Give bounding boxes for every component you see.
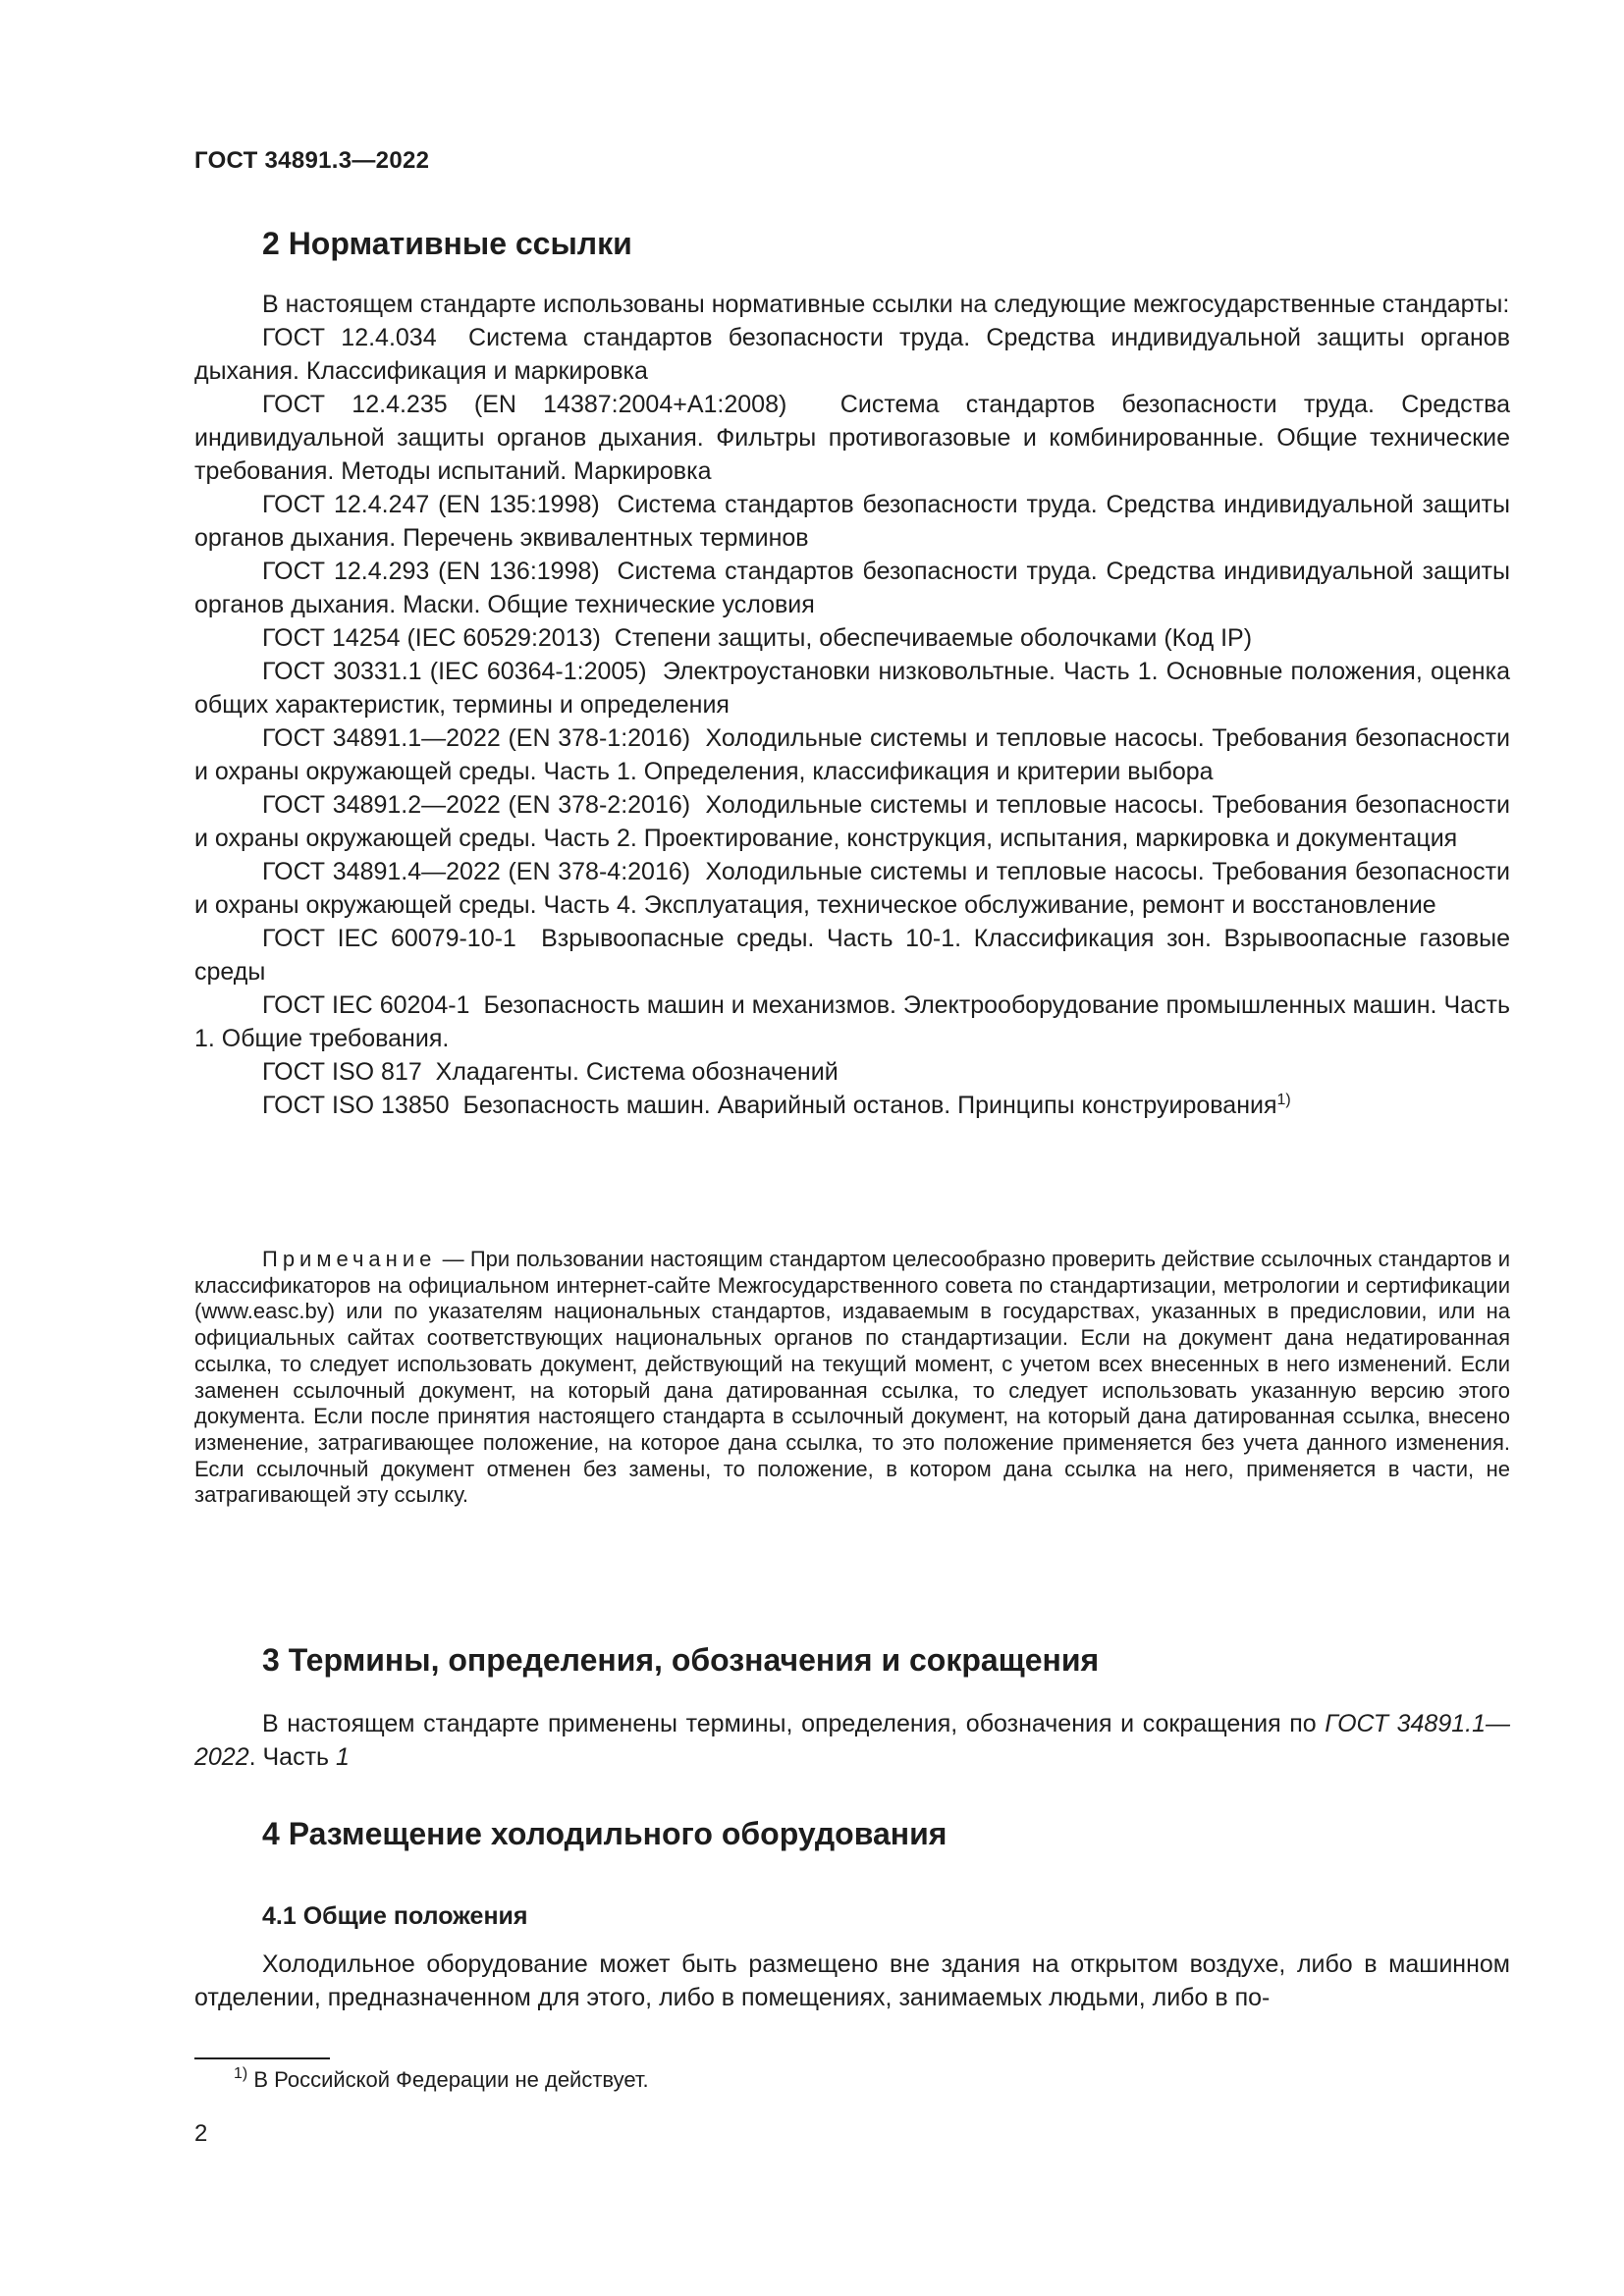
section-4-1-body (194, 1948, 1510, 2014)
footnote-text: В Российской Федерации не действует. (253, 2067, 649, 2092)
subsection-4-1-title: 4.1 Общие положения (262, 1902, 528, 1930)
reference-code: ГОСТ 12.4.247 (EN 135:1998) (262, 491, 600, 518)
reference-item (194, 922, 1510, 988)
reference-title: Безопасность машин. Аварийный останов. Принципы конструирования (462, 1092, 1277, 1119)
reference-code: ГОСТ 12.4.034 (262, 324, 437, 351)
reference-item (194, 388, 1510, 488)
reference-code: ГОСТ 12.4.293 (EN 136:1998) (262, 558, 600, 585)
reference-code: ГОСТ 34891.4—2022 (EN 378-4:2016) (262, 858, 691, 885)
section-2-body (194, 288, 1510, 1122)
section-4-title: 4 Размещение холодильного оборудования (262, 1816, 947, 1851)
document-code-header: ГОСТ 34891.3—2022 (194, 147, 430, 174)
reference-code: ГОСТ IEC 60079-10-1 (262, 925, 516, 952)
reference-code: ГОСТ 34891.1—2022 (EN 378-1:2016) (262, 724, 691, 752)
reference-item (194, 555, 1510, 621)
reference-title: Электроустановки низковольтные. Часть 1. Основные положения, оценка общих характеристик, термины и определения (194, 658, 1510, 719)
reference-title: Холодильные системы и тепловые насосы. Требования безопасности и охраны окружающей среды. Часть 2. Проектирование, конструкция, испытания, маркировка и документация (194, 791, 1510, 852)
reference-item (194, 721, 1510, 788)
reference-code: ГОСТ ISO 817 (262, 1058, 422, 1086)
reference-item (194, 1089, 1510, 1122)
reference-title: Холодильные системы и тепловые насосы. Требования безопасности и охраны окружающей среды. Часть 1. Определения, классификация и критерии выбора (194, 724, 1510, 785)
reference-title: Система стандартов безопасности труда. Средства индивидуальной защиты органов дыхания. Перечень эквивалентных терминов (194, 491, 1510, 552)
reference-item (194, 1055, 1510, 1089)
reference-code: ГОСТ ISO 13850 (262, 1092, 450, 1119)
section-3-title: 3 Термины, определения, обозначения и сокращения (262, 1642, 1100, 1678)
gost-reference-link: ГОСТ 34891.1—2022 (194, 1710, 1510, 1771)
reference-title: Система стандартов безопасности труда. Средства индивидуальной защиты органов дыхания. Фильтры противогазовые и комбинированные. Общие технические требования. Методы испытаний. Маркировка (194, 391, 1510, 485)
reference-title: Степени защиты, обеспечиваемые оболочками (Код IP) (614, 624, 1253, 652)
page-number: 2 (194, 2120, 208, 2147)
reference-title: Холодильные системы и тепловые насосы. Требования безопасности и охраны окружающей среды. Часть 4. Эксплуатация, техническое обслуживание, ремонт и восстановление (194, 858, 1510, 919)
reference-code: ГОСТ IEC 60204-1 (262, 991, 470, 1019)
reference-item (194, 988, 1510, 1055)
reference-code: ГОСТ 12.4.235 (EN 14387:2004+A1:2008) (262, 391, 787, 418)
note-text: — При пользовании настоящим стандартом целесообразно проверить действие ссылочных стандартов и классификаторов на официальном интернет-сайте Межгосударственного совета по стандартизации, метрологии и сертификации (www.easc.by) или по указателям национальных стандартов, издаваемым в государствах, указанных в предисловии, или на официальных сайтах соответствующих национальных органов по стандартизации. Если на документ дана недатированная ссылка, то следует использовать документ, действующий на текущий момент, с учетом всех внесенных в него изменений. Если заменен ссылочный документ, на который дана датированная ссылка, то следует использовать указанную версию этого документа. Если после принятия настоящего стандарта в ссылочный документ, на который дана датированная ссылка, внесено изменение, затрагивающее положение, на которое дана ссылка, то это положение применяется без учета данного изменения. Если ссылочный документ отменен без замены, то положение, в котором дана ссылка на него, применяется в части, не затрагивающей эту ссылку. (194, 1247, 1510, 1508)
reference-title: Система стандартов безопасности труда. Средства индивидуальной защиты органов дыхания. Классификация и маркировка (194, 324, 1510, 385)
footnote (234, 2067, 649, 2093)
reference-item (194, 788, 1510, 855)
section-2-intro: В настоящем стандарте использованы нормативные ссылки на следующие межгосударственные стандарты: (262, 291, 1510, 318)
reference-title: Хладагенты. Система обозначений (435, 1058, 839, 1086)
footnote-separator (194, 2057, 330, 2059)
normative-references-list (194, 321, 1510, 1122)
note-label: Примечание (262, 1247, 437, 1271)
section-2-title: 2 Нормативные ссылки (262, 226, 632, 261)
reference-title: Взрывоопасные среды. Часть 10-1. Классификация зон. Взрывоопасные газовые среды (194, 925, 1510, 986)
footnote-reference-mark: 1) (1276, 1092, 1291, 1108)
reference-item (194, 655, 1510, 721)
reference-code: ГОСТ 30331.1 (IEC 60364-1:2005) (262, 658, 647, 685)
reference-title: Система стандартов безопасности труда. Средства индивидуальной защиты органов дыхания. Маски. Общие технические условия (194, 558, 1510, 618)
footnote-mark: 1) (234, 2065, 248, 2082)
reference-code: ГОСТ 34891.2—2022 (EN 378-2:2016) (262, 791, 691, 819)
section-4-1-paragraph: Холодильное оборудование может быть размещено вне здания на открытом воздухе, либо в машинном отделении, предназначенном для этого, либо в помещениях, занимаемых людьми, либо в по- (194, 1950, 1510, 2011)
reference-item (194, 855, 1510, 922)
reference-item (194, 621, 1510, 655)
section-3-body (194, 1707, 1510, 1774)
reference-item (194, 321, 1510, 388)
reference-title: Безопасность машин и механизмов. Электрооборудование промышленных машин. Часть 1. Общие требования. (194, 991, 1511, 1052)
section-2-note (194, 1247, 1510, 1509)
reference-code: ГОСТ 14254 (IEC 60529:2013) (262, 624, 601, 652)
reference-item (194, 488, 1510, 555)
section-3-paragraph: В настоящем стандарте применены термины, определения, обозначения и сокращения по ГОСТ 34891.1—2022. Часть 1 (194, 1710, 1510, 1771)
